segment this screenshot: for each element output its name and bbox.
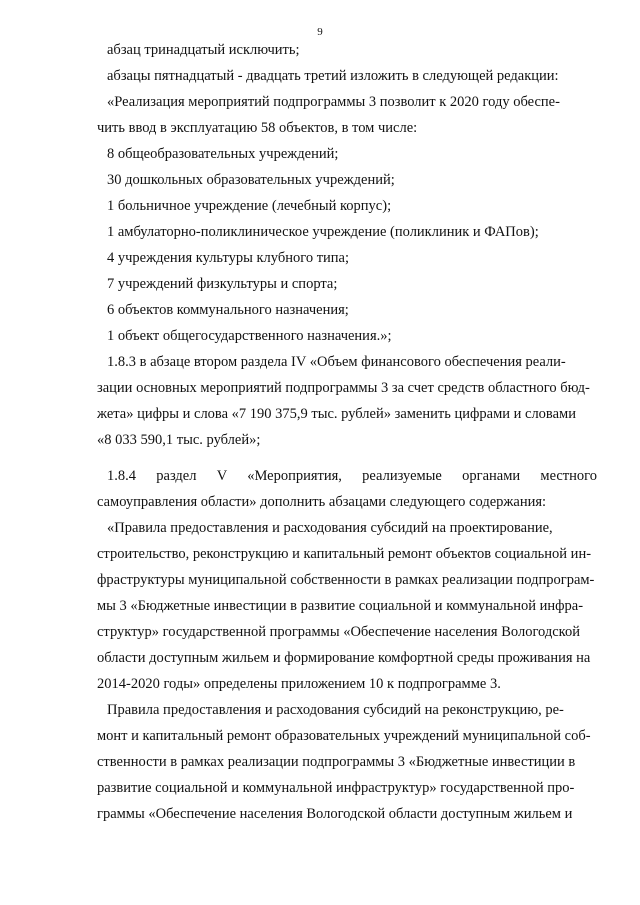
text-line: строительство, реконструкцию и капитальный ремонт объектов социальной ин- [97, 546, 592, 562]
text-line: чить ввод в эксплуатацию 58 объектов, в том числе: [97, 120, 418, 136]
text-line: Правила предоставления и расходования субсидий на реконструкцию, ре- [107, 702, 564, 718]
text-line: 1.8.4 раздел V «Мероприятия, реализуемые органами местного [107, 468, 597, 484]
text-line: 8 общеобразовательных учреждений; [107, 146, 339, 162]
text-line: 7 учреждений физкультуры и спорта; [107, 276, 338, 292]
text-line: 1.8.3 в абзаце втором раздела IV «Объем финансового обеспечения реали- [107, 354, 566, 370]
text-line: абзац тринадцатый исключить; [107, 42, 300, 58]
text-line: граммы «Обеспечение населения Вологодской области доступным жильем и [97, 806, 573, 822]
text-line: «Реализация мероприятий подпрограммы 3 позволит к 2020 году обеспе- [107, 94, 560, 110]
text-line: 6 объектов коммунального назначения; [107, 302, 349, 318]
text-line: 1 объект общегосударственного назначения.»; [107, 328, 392, 344]
page-number: 9 [317, 26, 323, 38]
text-line: развитие социальной и коммунальной инфраструктур» государственной про- [97, 780, 575, 796]
text-line: 1 больничное учреждение (лечебный корпус); [107, 198, 392, 214]
text-line: 30 дошкольных образовательных учреждений; [107, 172, 395, 188]
text-line: 2014-2020 годы» определены приложением 10 к подпрограмме 3. [97, 676, 501, 692]
document-body [97, 37, 597, 827]
text-line: структур» государственной программы «Обеспечение населения Вологодской [97, 624, 580, 640]
text-line: 4 учреждения культуры клубного типа; [107, 250, 350, 266]
text-line: монт и капитальный ремонт образовательных учреждений муниципальной соб- [97, 728, 591, 744]
text-line: самоуправления области» дополнить абзацами следующего содержания: [97, 494, 547, 510]
text-line: 1 амбулаторно-поликлиническое учреждение (поликлиник и ФАПов); [107, 224, 539, 240]
text-line: «8 033 590,1 тыс. рублей»; [97, 432, 261, 448]
text-line: «Правила предоставления и расходования субсидий на проектирование, [107, 520, 553, 536]
text-line: жета» цифры и слова «7 190 375,9 тыс. рублей» заменить цифрами и словами [97, 406, 576, 422]
text-line: мы 3 «Бюджетные инвестиции в развитие социальной и коммунальной инфра- [97, 598, 584, 614]
text-line: абзацы пятнадцатый - двадцать третий изложить в следующей редакции: [107, 68, 559, 84]
text-line: фраструктуры муниципальной собственности в рамках реализации подпрограм- [97, 572, 595, 588]
text-line: ственности в рамках реализации подпрограммы 3 «Бюджетные инвестиции в [97, 754, 576, 770]
text-line: зации основных мероприятий подпрограммы 3 за счет средств областного бюд- [97, 380, 590, 396]
text-line: области доступным жильем и формирование комфортной среды проживания на [97, 650, 591, 666]
